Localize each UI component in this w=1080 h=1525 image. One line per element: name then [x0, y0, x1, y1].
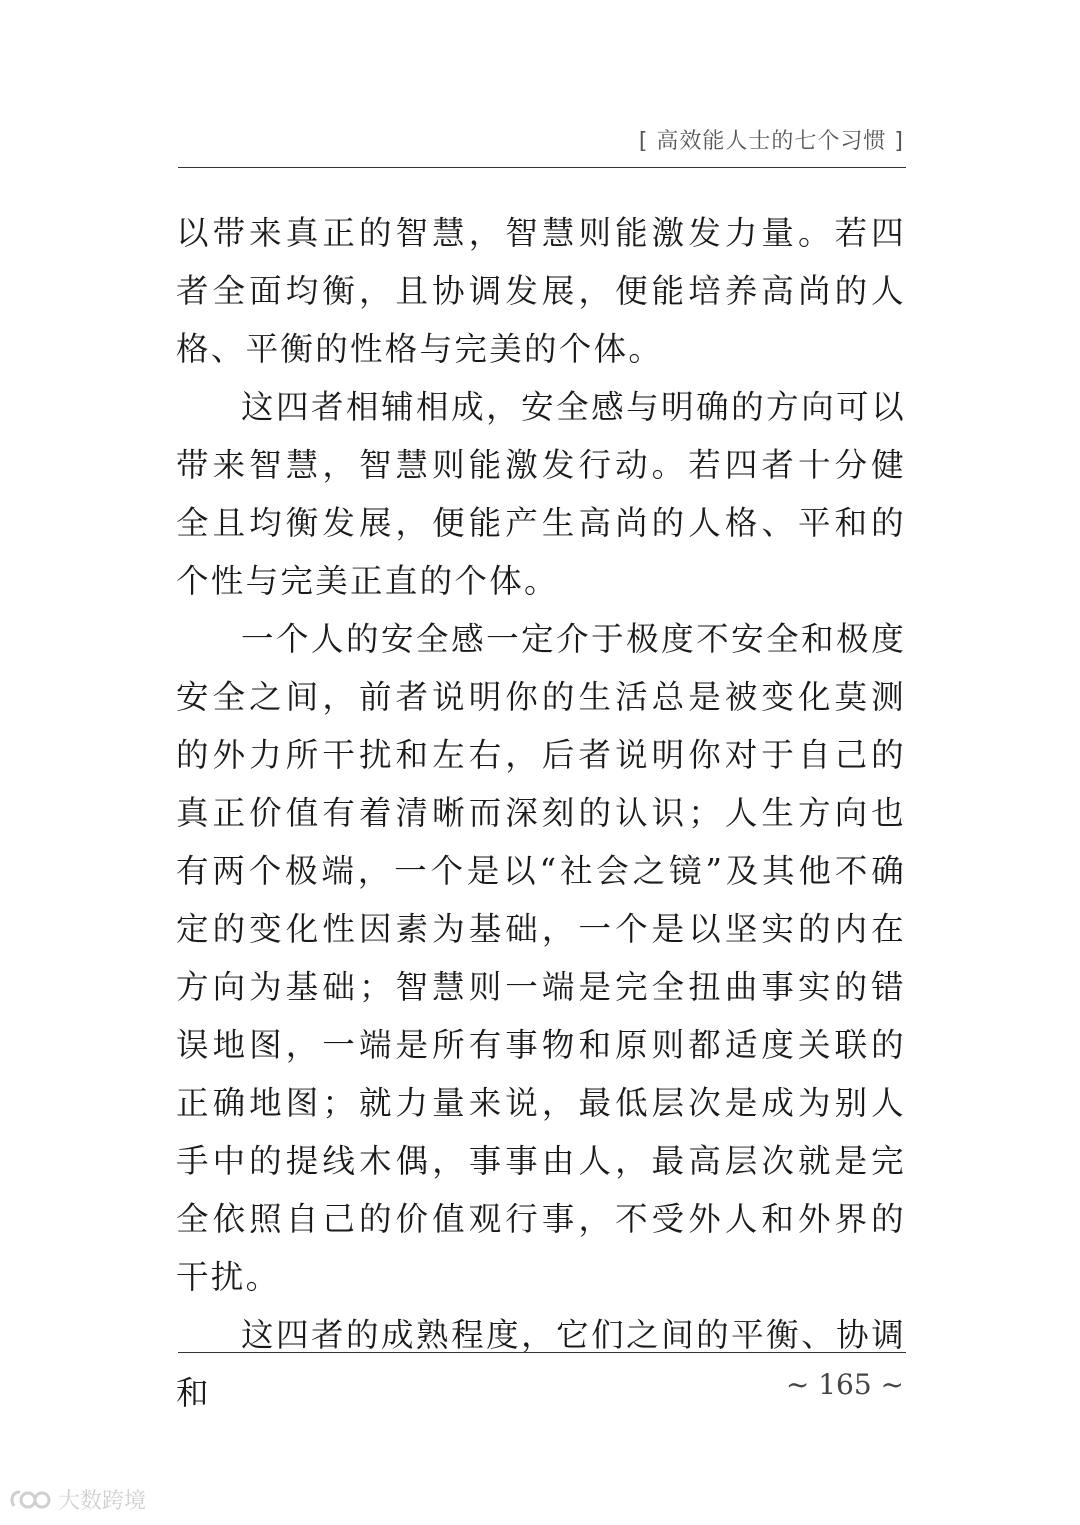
running-header-title: [ 高效能人士的七个习惯 ] [638, 129, 904, 154]
paragraph-4: 这四者的成熟程度，它们之间的平衡、协调和 [176, 1316, 906, 1412]
page-body [176, 204, 906, 1422]
watermark-logo-icon [8, 1486, 52, 1514]
watermark [8, 1484, 146, 1515]
header-divider [178, 167, 906, 168]
paragraph-1: 以带来真正的智慧，智慧则能激发力量。若四者全面均衡，且协调发展，便能培养高尚的人格、平衡的性格与完美的个体。 [176, 214, 906, 368]
paragraph-3: 一个人的安全感一定介于极度不安全和极度安全之间，前者说明你的生活总是被变化莫测的外力所干扰和左右，后者说明你对于自己的真正价值有着清晰而深刻的认识；人生方向也有两个极端，一个是以“社会之镜”及其他不确定的变化性因素为基础，一个是以坚实的内在方向为基础；智慧则一端是完全扭曲事实的错误地图，一端是所有事物和原则都适度关联的正确地图；就力量来说，最低层次是成为别人手中的提线木偶，事事由人，最高层次就是完全依照自己的价值观行事，不受外人和外界的干扰。 [176, 620, 906, 1296]
paragraph-2: 这四者相辅相成，安全感与明确的方向可以带来智慧，智慧则能激发行动。若四者十分健全且均衡发展，便能产生高尚的人格、平和的个性与完美正直的个体。 [176, 388, 906, 600]
watermark-text: 大数跨境 [58, 1489, 147, 1514]
page-number: ~ 165 ~ [785, 1368, 904, 1401]
footer-divider [178, 1352, 906, 1353]
